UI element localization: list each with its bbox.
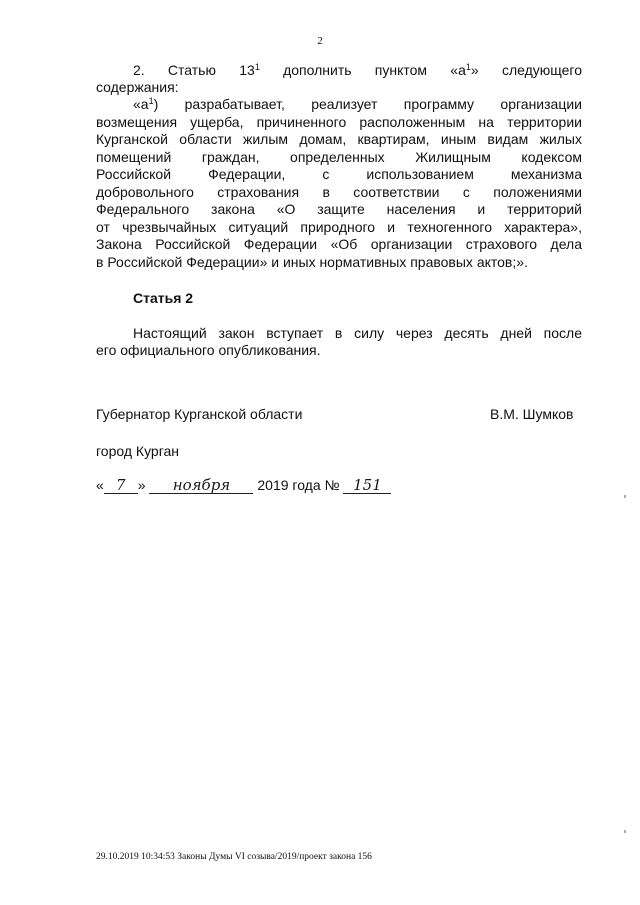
date-line [96,477,391,494]
item2-word: 2. Статью [133,62,216,78]
signature-name: В.М. Шумков [490,406,574,422]
law-number: 151 [343,478,391,494]
edge-mark [624,495,626,498]
edge-mark [624,830,626,833]
subitem-a-line-last: в Российской Федерации» и иных нормативных правовых актов;». [96,254,528,270]
signature-title: Губернатор Курганской области [96,406,303,422]
item2-line2: содержания: [96,79,179,95]
subitem-a-line: помещений граждан, определенных Жилищным кодексом [96,149,582,165]
subitem-a-line1 [133,96,582,112]
date-month: ноября [149,478,253,494]
subitem-a-line: Российской Федерации, с использованием механизма [96,166,582,182]
subitem-a-label: «$а^1$ [133,96,154,112]
date-quote-close: » [137,477,146,493]
date-quote-open: « [96,477,104,493]
subitem-a-line: возмещения ущерба, причиненного расположенным на территории [96,114,582,130]
subitem-a-line: Курганской области жилым домам, квартирам, иным видам жилых [96,131,582,147]
item2-word: дополнить [283,62,352,78]
date-day: 7 [104,478,138,494]
date-year-text: 2019 года № [257,477,340,493]
item2-word: пунктом [374,62,428,78]
item2-article-number: $13^1$ [239,62,260,78]
item2-line1 [133,62,582,78]
page-number: 2 [317,35,323,47]
article2-line2: его официального опубликования. [96,342,321,358]
item2-point-label: «$а^1$» [450,62,479,78]
article2-heading: Статья 2 [133,290,194,306]
subitem-a-line: Федерального закона «О защите населения и территорий [96,201,582,217]
subitem-a-line: Закона Российской Федерации «Об организации страхового дела [96,236,582,252]
footer-meta: 29.10.2019 10:34:53 Законы Думы VI созыва/2019/проект закона 156 [96,852,372,862]
place: город Курган [96,443,180,459]
item2-word: следующего [501,62,582,78]
subitem-a-text: ) разрабатывает, реализует программу организации [153,96,582,112]
article2-line1: Настоящий закон вступает в силу через десять дней после [133,325,582,341]
subitem-a-line: добровольного страхования в соответствии с положениями [96,184,582,200]
subitem-a-line: от чрезвычайных ситуаций природного и техногенного характера», [96,219,582,235]
